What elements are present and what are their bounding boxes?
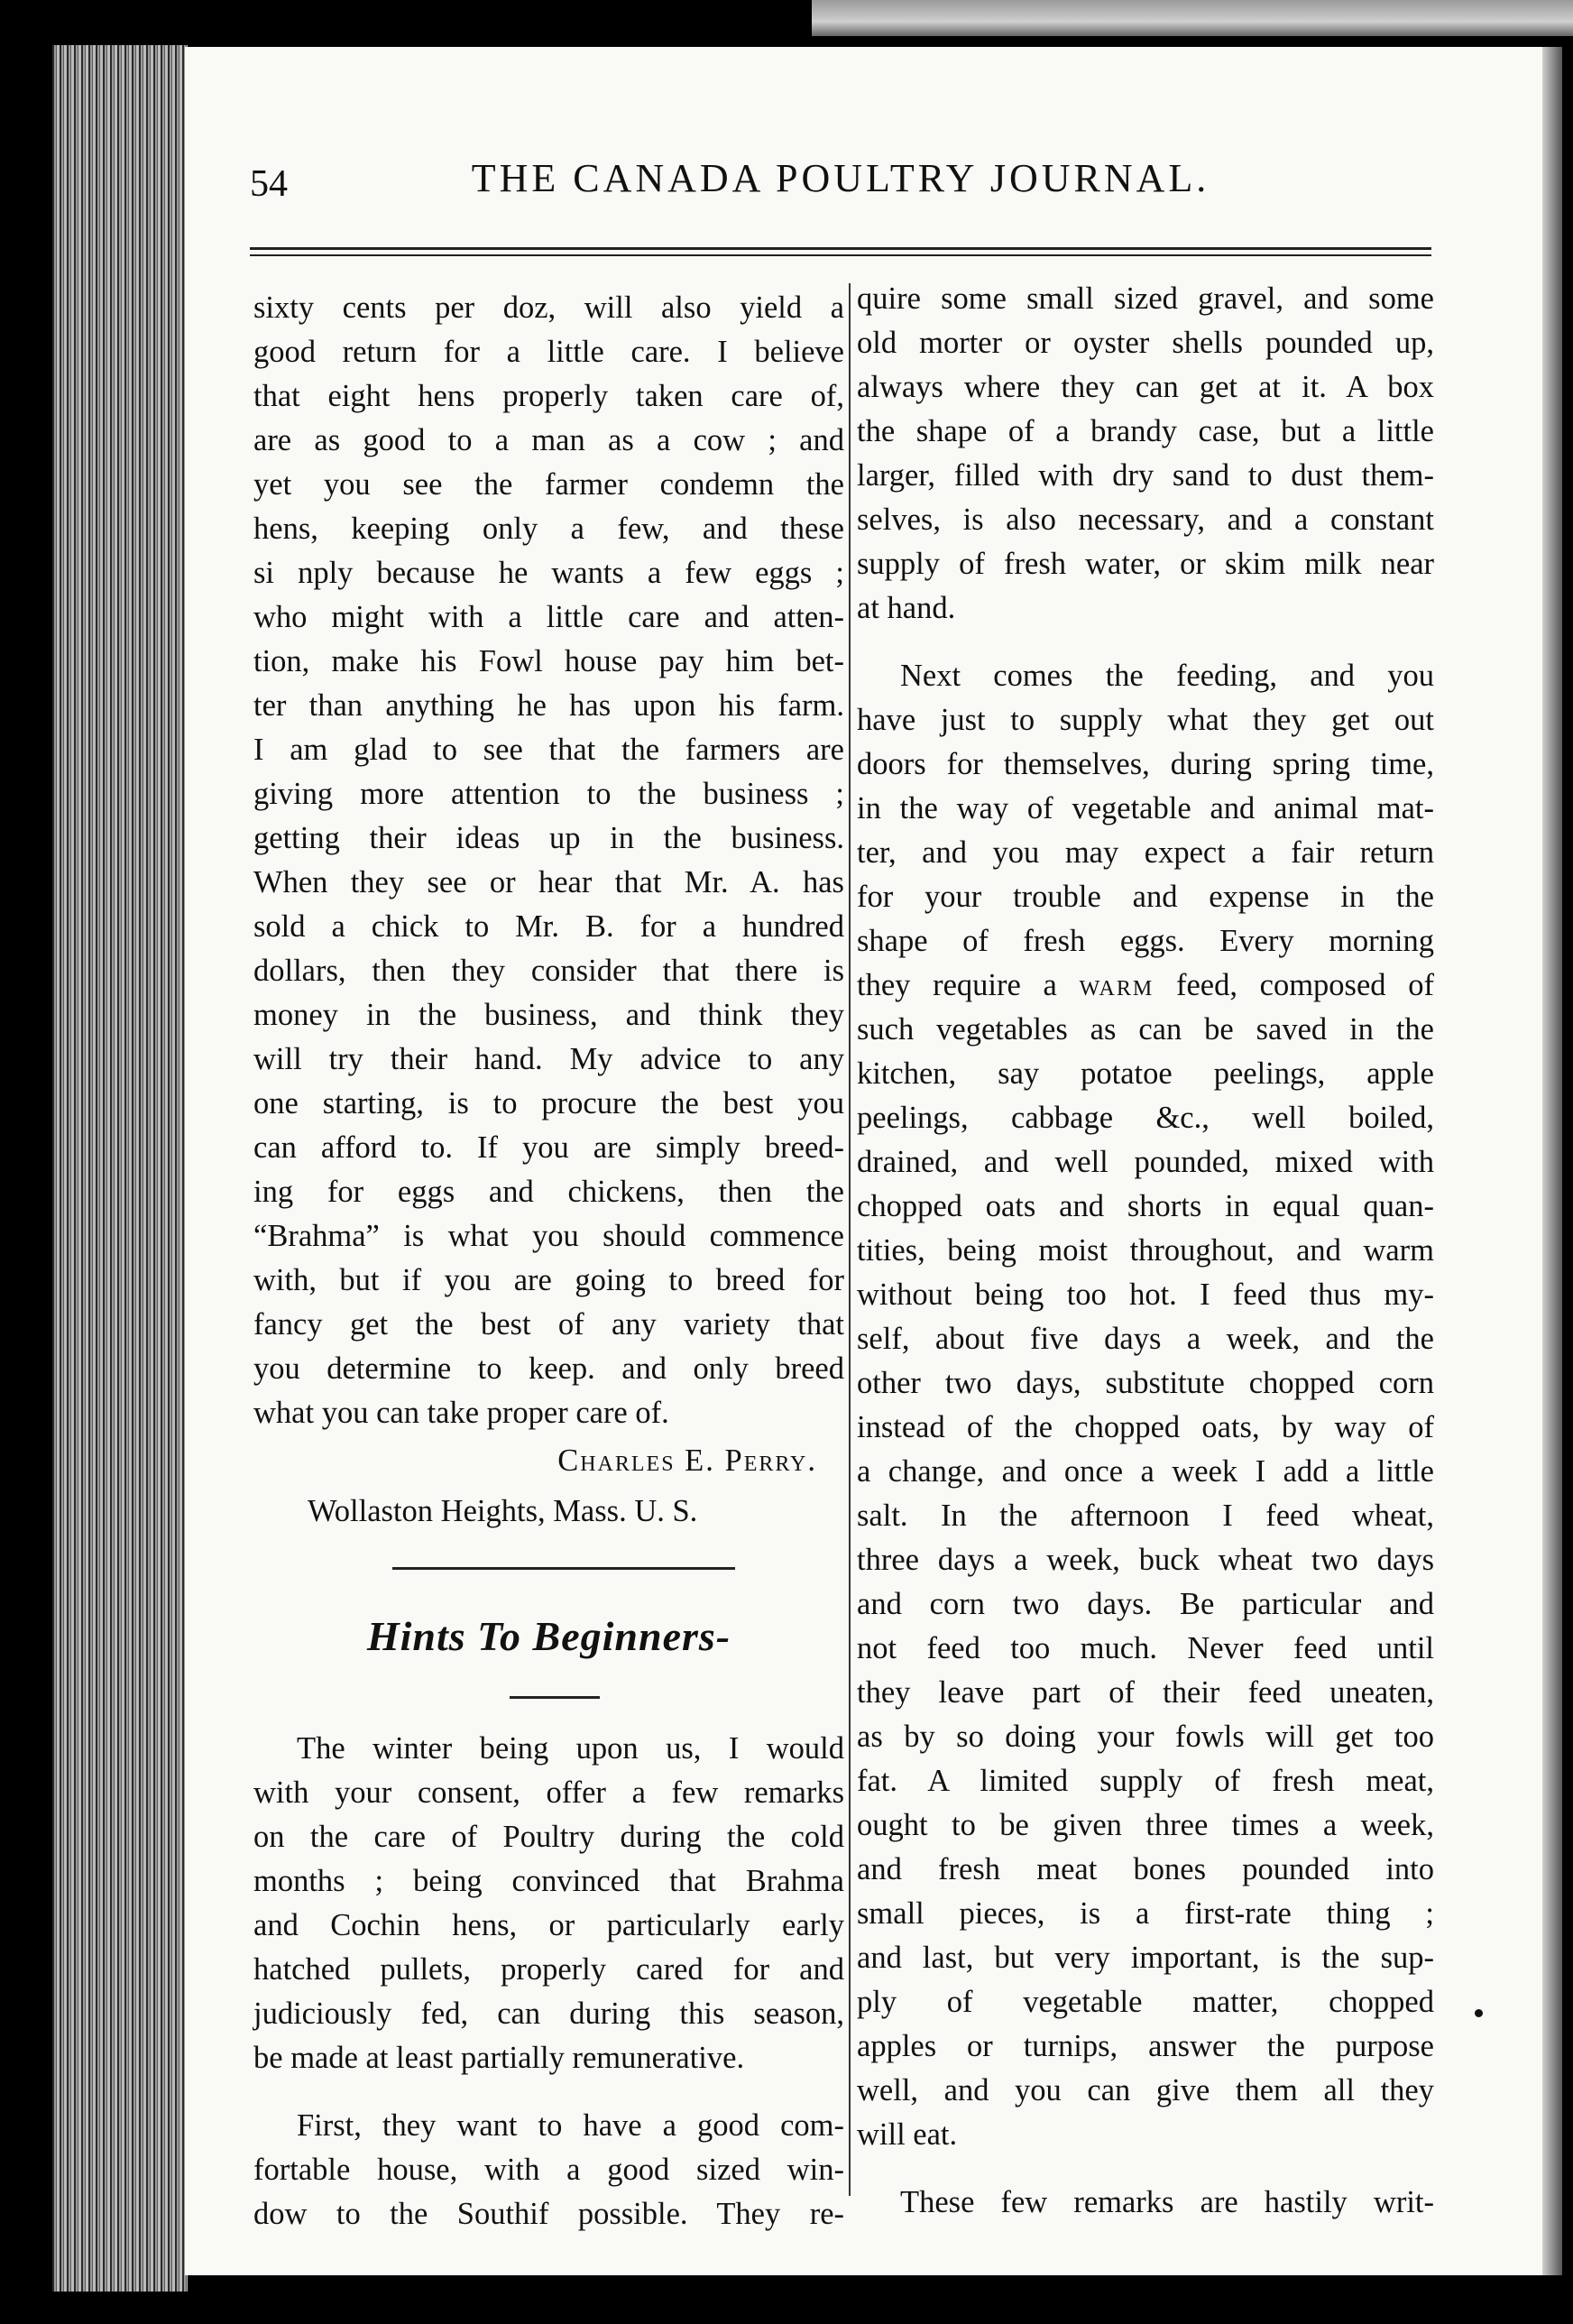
text-line: giving more attention to the business ; — [253, 777, 844, 811]
text-line: in the way of vegetable and animal mat- — [857, 791, 1434, 825]
text-line: dollars, then they consider that there is — [253, 954, 844, 988]
author-place: Wollaston Heights, Mass. U. S. — [308, 1494, 698, 1528]
text-line: not feed too much. Never feed until — [857, 1631, 1434, 1665]
text-line: fancy get the best of any variety that — [253, 1307, 844, 1342]
column-divider — [849, 283, 851, 2196]
text-line: as by so doing your fowls will get too — [857, 1720, 1434, 1754]
text-line: with, but if you are going to breed for — [253, 1263, 844, 1297]
text-line: When they see or hear that Mr. A. has — [253, 865, 844, 899]
text-line: other two days, substitute chopped corn — [857, 1366, 1434, 1400]
text-line: apples or turnips, answer the purpose — [857, 2029, 1434, 2063]
section-title: Hints To Beginners- — [366, 1613, 731, 1659]
text-line: si nply because he wants a few eggs ; — [253, 556, 844, 590]
page-number: 54 — [250, 163, 288, 205]
text-line: tion, make his Fowl house pay him bet- — [253, 644, 844, 678]
text-line: ply of vegetable matter, chopped — [857, 1985, 1434, 2019]
text-line: ought to be given three times a week, — [857, 1808, 1434, 1842]
small-caps-word: warm — [1079, 968, 1154, 1002]
text-line: with your consent, offer a few remarks — [253, 1775, 844, 1810]
text-line: chopped oats and shorts in equal quan- — [857, 1189, 1434, 1223]
text-line: well, and you can give them all they — [857, 2073, 1434, 2107]
text-line: good return for a little care. I believe — [253, 335, 844, 369]
text-line: will try their hand. My advice to any — [253, 1042, 844, 1076]
text-line: First, they want to have a good com- — [297, 2108, 844, 2143]
text-line: always where they can get at it. A box — [857, 370, 1434, 404]
text-line: judiciously fed, can during this season, — [253, 1997, 844, 2031]
text-line: without being too hot. I feed thus my- — [857, 1277, 1434, 1312]
text-line: supply of fresh water, or skim milk near — [857, 547, 1434, 581]
text-line: instead of the chopped oats, by way of — [857, 1410, 1434, 1444]
text-line: drained, and well pounded, mixed with — [857, 1145, 1434, 1179]
page-right-edge — [1542, 47, 1562, 2275]
text-line: on the care of Poultry during the cold — [253, 1820, 844, 1854]
text-line: be made at least partially remunerative. — [253, 2041, 745, 2075]
text-line: salt. In the afternoon I feed wheat, — [857, 1499, 1434, 1533]
text-line: have just to supply what they get out — [857, 703, 1434, 737]
text-line: tities, being moist throughout, and warm — [857, 1233, 1434, 1268]
text-line: you determine to keep. and only breed — [253, 1351, 844, 1386]
text-line: fortable house, with a good sized win- — [253, 2153, 844, 2187]
text-line: Next comes the feeding, and you — [900, 659, 1434, 693]
hints-article-start — [253, 1727, 844, 2236]
text-line: what you can take proper care of. — [253, 1396, 669, 1430]
text-line: at hand. — [857, 591, 956, 625]
text-line: fat. A limited supply of fresh meat, — [857, 1764, 1434, 1798]
text-line: can afford to. If you are simply breed- — [253, 1130, 844, 1165]
text-line: and fresh meat bones pounded into — [857, 1852, 1434, 1886]
right-column — [857, 277, 1434, 2225]
text-line: ing for eggs and chickens, then the — [253, 1175, 844, 1209]
text-line: These few remarks are hastily writ- — [900, 2185, 1434, 2219]
text-line: shape of fresh eggs. Every morning — [857, 924, 1434, 958]
header-rule-thin — [250, 254, 1431, 256]
text-line: sold a chick to Mr. B. for a hundred — [253, 909, 844, 944]
top-edge-strip — [812, 0, 1573, 36]
text-line: ter than anything he has upon his farm. — [253, 688, 844, 723]
author-signature: Charles E. Perry. — [557, 1443, 817, 1478]
running-title: THE CANADA POULTRY JOURNAL. — [471, 156, 1210, 200]
ink-speck — [1475, 2009, 1483, 2017]
left-column — [253, 286, 844, 1536]
text-line: peelings, cabbage &c., well boiled, — [857, 1101, 1434, 1135]
text-line: a change, and once a week I add a little — [857, 1454, 1434, 1489]
text-line: one starting, is to procure the best you — [253, 1086, 844, 1120]
text-line: I am glad to see that the farmers are — [253, 733, 844, 767]
text-line: dow to the Southif possible. They re- — [253, 2197, 844, 2231]
text-line: and last, but very important, is the sup- — [857, 1941, 1434, 1975]
text-line: small pieces, is a first-rate thing ; — [857, 1896, 1434, 1931]
text-line: they leave part of their feed uneaten, — [857, 1675, 1434, 1710]
text-line: three days a week, buck wheat two days — [857, 1543, 1434, 1577]
text-line: months ; being convinced that Brahma — [253, 1864, 844, 1898]
text-line: doors for themselves, during spring time, — [857, 747, 1434, 781]
text-line: that eight hens properly taken care of, — [253, 379, 844, 413]
text-line: larger, filled with dry sand to dust them- — [857, 458, 1434, 493]
text-line: yet you see the farmer condemn the — [253, 467, 844, 502]
text-line: such vegetables as can be saved in the — [857, 1012, 1434, 1047]
text-line: kitchen, say potatoe peelings, apple — [857, 1056, 1434, 1091]
page-header — [250, 155, 1431, 209]
journal-page — [185, 47, 1542, 2275]
text-line: self, about five days a week, and the — [857, 1322, 1434, 1356]
text-line: sixty cents per doz, will also yield a — [253, 290, 844, 325]
text-line: will eat. — [857, 2117, 958, 2152]
text-line: old morter or oyster shells pounded up, — [857, 326, 1434, 360]
text-line: who might with a little care and atten- — [253, 600, 844, 634]
text-line: selves, is also necessary, and a constant — [857, 503, 1434, 537]
text-line: for your trouble and expense in the — [857, 880, 1434, 914]
book-page-edges — [52, 45, 188, 2292]
text-line: The winter being upon us, I would — [297, 1731, 844, 1766]
text-line: the shape of a brandy case, but a little — [857, 414, 1434, 448]
section-divider-rule — [392, 1567, 735, 1570]
text-line: “Brahma” is what you should commence — [253, 1219, 844, 1253]
text-line: they require a warm feed, composed of — [857, 968, 1435, 1002]
text-line: ter, and you may expect a fair return — [857, 835, 1434, 870]
text-line: and corn two days. Be particular and — [857, 1587, 1434, 1621]
text-line: hens, keeping only a few, and these — [253, 512, 844, 546]
text-line: money in the business, and think they — [253, 998, 844, 1032]
text-line: hatched pullets, properly cared for and — [253, 1952, 844, 1987]
text-line: getting their ideas up in the business. — [253, 821, 844, 855]
text-line: and Cochin hens, or particularly early — [253, 1908, 844, 1942]
text-line: quire some small sized gravel, and some — [857, 281, 1434, 316]
title-underline-rule — [510, 1696, 600, 1699]
text-line: are as good to a man as a cow ; and — [253, 423, 844, 457]
header-rule — [250, 247, 1431, 250]
